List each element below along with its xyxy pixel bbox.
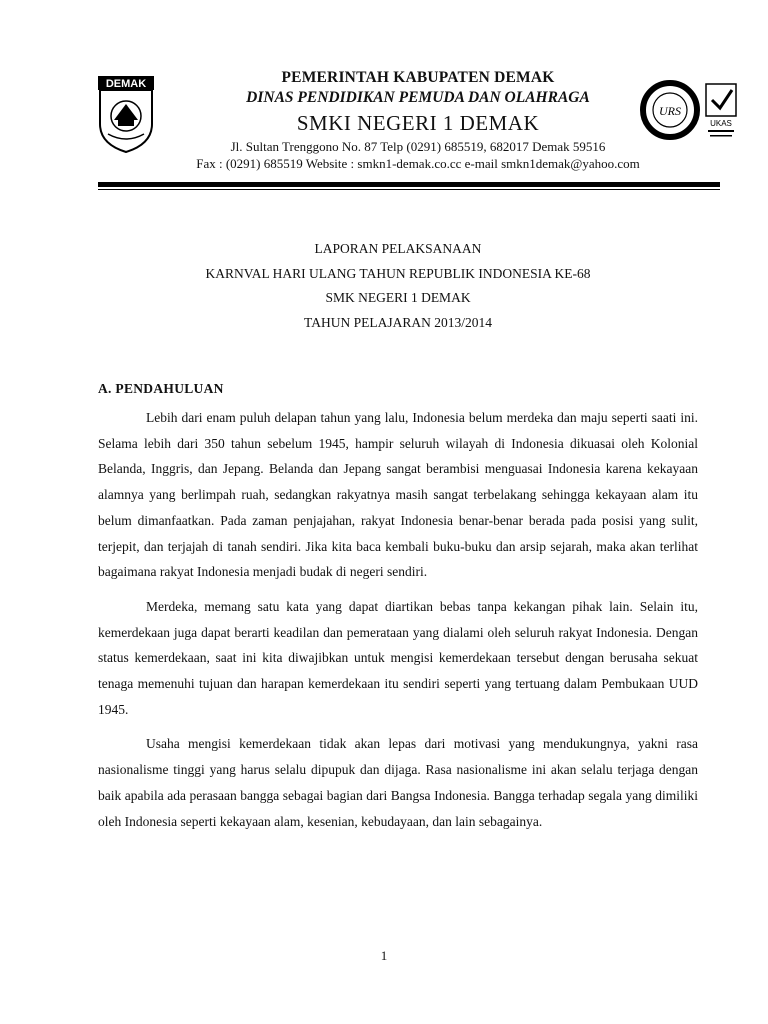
letterhead [92, 64, 744, 194]
government-name: PEMERINTAH KABUPATEN DEMAK [281, 69, 555, 86]
page-number: 1 [380, 948, 388, 963]
demak-logo-label: DEMAK [105, 78, 147, 90]
report-title-line-2: KARNVAL HARI ULANG TAHUN REPUBLIK INDONESIA KE-68 [205, 265, 591, 281]
department-name: DINAS PENDIDIKAN PEMUDA DAN OLAHRAGA [246, 89, 590, 106]
school-contact: Fax : (0291) 685519 Website : smkn1-demak.co.cc e-mail smkn1demak@yahoo.com [196, 156, 640, 171]
certification-logos [640, 78, 740, 148]
section-heading: A. PENDAHULUAN [98, 381, 224, 396]
school-name: SMKI NEGERI 1 DEMAK [296, 111, 540, 135]
paragraph-3: Usaha mengisi kemerdekaan tidak akan lepas dari motivasi yang mendukungnya, yakni rasa nasionalisme tinggi yang harus selalu dipupuk dan dijaga. Rasa nasionalisme ini akan selalu terjaga dengan baik apabila ada perasaan bangga sebagai bagian dari Bangsa Indonesia. Bangga terhadap segala yang dimiliki oleh Indonesia seperti kekayaan alam, kesenian, kebudayaan, dan lain sebagainya. [98, 736, 698, 829]
letterhead-divider-thin [98, 189, 720, 190]
report-title-line-1: LAPORAN PELAKSANAAN [314, 241, 482, 256]
report-title-line-4: TAHUN PELAJARAN 2013/2014 [304, 314, 492, 330]
urs-seal-label: URS [659, 104, 681, 118]
introduction-section [98, 377, 698, 843]
report-title-line-3: SMK NEGERI 1 DEMAK [325, 290, 471, 305]
paragraph-1: Lebih dari enam puluh delapan tahun yang lalu, Indonesia belum merdeka dan maju seperti saati ini. Selama lebih dari 350 tahun sebelum 1945, hampir seluruh wilayah di Indonesia dikuasai oleh Kolonial Belanda, Inggris, dan Jepang. Belanda dan Jepang sangat berambisi menguasai Indonesia karena kekayaan alamnya yang berlimpah ruah, sedangkan rakyatnya masih sangat terbelakang sehingga kekayaan alam itu belum dimanfaatkan. Pada zaman penjajahan, rakyat Indonesia benar-benar berada pada posisi yang sulit, terjepit, dan terjajah di tanah sendiri. Jika kita baca kembali buku-buku dan arsip sejarah, maka akan terlihat bagaimana rakyat Indonesia menjadi budak di negeri sendiri. [98, 410, 698, 580]
school-address: Jl. Sultan Trenggono No. 87 Telp (0291) 685519, 682017 Demak 59516 [230, 139, 606, 154]
ukas-label: UKAS [710, 119, 732, 128]
iso-certification-seal [640, 78, 740, 148]
letterhead-divider-thick [98, 182, 720, 187]
report-title [98, 237, 698, 335]
paragraph-2: Merdeka, memang satu kata yang dapat diartikan bebas tanpa kekangan pihak lain. Selain itu, kemerdekaan juga dapat berarti keadilan dan pemerataan yang dialami oleh seluruh rakyat Indonesia. Dengan status kemerdekaan, saat ini kita diwajibkan untuk mengisi kemerdekaan tersebut dengan berusaha sekuat tenaga memenuhi tujuan dan harapan kemerdekaan itu sendiri seperti yang tertuang dalam Pembukaan UUD 1945. [98, 598, 698, 717]
